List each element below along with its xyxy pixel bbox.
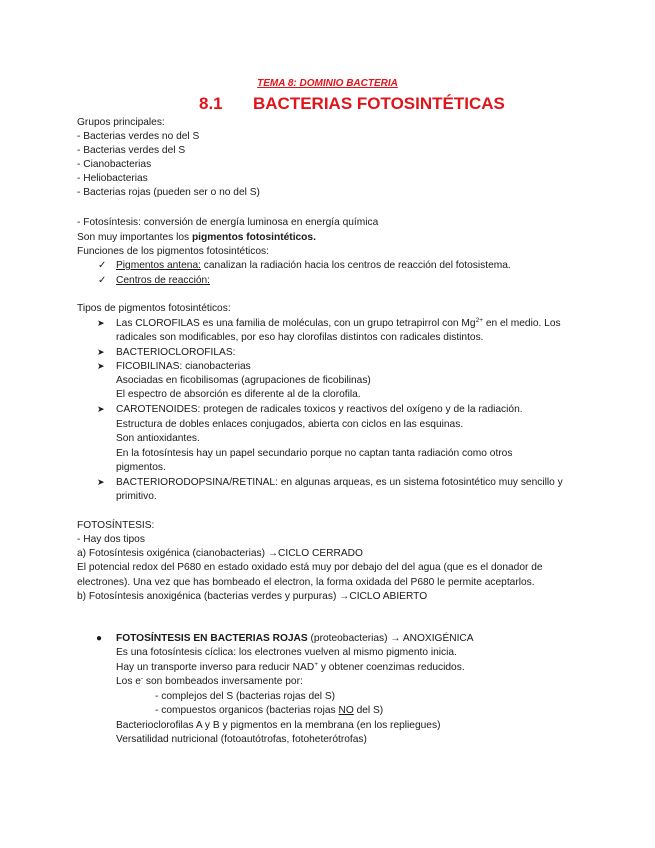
topic-subtitle: TEMA 8: DOMINIO BACTERIA bbox=[257, 78, 398, 89]
ficobilinas-line-2: Asociadas en ficobilisomas (agrupaciones de ficobilinas) bbox=[116, 375, 371, 386]
nad-charge: + bbox=[314, 661, 318, 668]
carotenoides-line-3: Son antioxidantes. bbox=[116, 433, 200, 444]
arrow-bullet-icon: ➤ bbox=[97, 347, 105, 357]
mg-charge: 2+ bbox=[475, 317, 483, 324]
bullet-icon: ● bbox=[96, 633, 103, 644]
check-icon: ✓ bbox=[98, 275, 107, 286]
group-item: - Heliobacterias bbox=[77, 173, 148, 184]
rojas-line-2 bbox=[116, 661, 465, 674]
arrow-bullet-icon: ➤ bbox=[97, 361, 105, 371]
ficobilinas-line-3: El espectro de absorción es diferente al de la clorofila. bbox=[116, 389, 361, 400]
rojas-line-1: Es una fotosíntesis cíclica: los electrones vuelven al mismo pigmento inicia. bbox=[116, 647, 457, 658]
clorofilas-text-a: Las CLOROFILAS es una familia de moléculas, con un grupo tetrapirrol con Mg bbox=[116, 318, 476, 329]
function-text: canalizan la radiación hacia los centros de reacción del fotosistema. bbox=[200, 260, 511, 271]
p680-line-2: electrones). Una vez que has bombeado el electron, la forma oxidada del P680 le permite aceptarlos. bbox=[77, 577, 535, 588]
rojas-sub-2b: del S) bbox=[353, 705, 384, 716]
group-item: - Cianobacterias bbox=[77, 159, 152, 170]
carotenoides-line-5: pigmentos. bbox=[116, 462, 166, 473]
pigments-importance bbox=[77, 231, 316, 244]
rojas-title bbox=[116, 632, 474, 645]
oxigenica-suffix: CICLO CERRADO bbox=[278, 548, 363, 559]
rojas-line-3a: Los e bbox=[116, 676, 141, 687]
right-arrow-icon: → bbox=[339, 591, 350, 602]
section-title: BACTERIAS FOTOSINTÉTICAS bbox=[253, 94, 505, 113]
ficobilinas-line: FICOBILINAS: cianobacterias bbox=[116, 361, 251, 372]
section-number: 8.1 bbox=[199, 94, 223, 113]
pigments-importance-prefix: Son muy importantes los bbox=[77, 232, 192, 243]
electron-charge: - bbox=[140, 675, 144, 682]
function-label: Centros de reacción: bbox=[116, 275, 211, 286]
function-centros bbox=[116, 274, 210, 287]
arrow-bullet-icon: ➤ bbox=[97, 318, 105, 328]
p680-line: El potencial redox del P680 en estado oxidado está muy por debajo del del agua (que es el donador de bbox=[77, 562, 543, 573]
rojas-line-2b: y obtener coenzimas reducidos. bbox=[317, 662, 465, 673]
check-icon: ✓ bbox=[98, 260, 107, 271]
anoxigenica-line bbox=[77, 590, 427, 603]
carotenoides-line: CAROTENOIDES: protegen de radicales toxicos y reactivos del oxígeno y de la radiación. bbox=[116, 404, 523, 415]
rojas-sub-2 bbox=[155, 704, 383, 717]
fotosintesis-heading: FOTOSÍNTESIS: bbox=[77, 520, 155, 531]
pigment-types-heading: Tipos de pigmentos fotosintéticos: bbox=[77, 303, 231, 314]
clorofilas-line-2: radicales son modificables, por eso hay clorofilas distintos con radicales distintos. bbox=[116, 332, 484, 343]
groups-heading: Grupos principales: bbox=[77, 117, 165, 128]
rojas-sub-2a: - compuestos organicos (bacterias rojas bbox=[155, 705, 339, 716]
photosynthesis-definition: - Fotosíntesis: conversión de energía luminosa en energía química bbox=[77, 217, 379, 228]
group-item: - Bacterias verdes no del S bbox=[77, 131, 200, 142]
rojas-line-5: Versatilidad nutricional (fotoautótrofas, fotoheterótrofas) bbox=[116, 734, 367, 745]
oxigenica-line bbox=[77, 547, 363, 560]
carotenoides-line-4: En la fotosíntesis hay un papel secundario porque no captan tanta radiación como otros bbox=[116, 448, 513, 459]
group-item: - Bacterias verdes del S bbox=[77, 145, 186, 156]
oxigenica-prefix: a) Fotosíntesis oxigénica (cianobacterias) bbox=[77, 548, 268, 559]
bacterioclorofilas-line: BACTERIOCLOROFILAS: bbox=[116, 347, 236, 358]
functions-heading: Funciones de los pigmentos fotosintéticos: bbox=[77, 246, 269, 257]
arrow-bullet-icon: ➤ bbox=[97, 404, 105, 414]
rojas-title-bold: FOTOSÍNTESIS EN BACTERIAS ROJAS bbox=[116, 633, 308, 644]
group-item: - Bacterias rojas (pueden ser o no del S) bbox=[77, 187, 260, 198]
pigments-importance-bold: pigmentos fotosintéticos. bbox=[191, 232, 316, 243]
bacteriorodopsina-line: BACTERIORODOPSINA/RETINAL: en algunas arqueas, es un sistema fotosintético muy sencillo y bbox=[116, 477, 563, 488]
right-arrow-icon: → bbox=[267, 548, 279, 559]
clorofilas-line bbox=[116, 317, 561, 330]
anoxigenica-suffix: CICLO ABIERTO bbox=[349, 591, 428, 602]
function-label: Pigmentos antena: bbox=[116, 260, 201, 271]
arrow-bullet-icon: ➤ bbox=[97, 477, 105, 487]
clorofilas-text-b: en el medio. Los bbox=[483, 318, 561, 329]
rojas-title-rest: (proteobacterias) → ANOXIGÉNICA bbox=[307, 633, 474, 644]
function-antena bbox=[116, 259, 511, 272]
bacteriorodopsina-line-2: primitivo. bbox=[116, 491, 157, 502]
anoxigenica-prefix: b) Fotosíntesis anoxigénica (bacterias verdes y purpuras) bbox=[77, 591, 340, 602]
rojas-line-3b: son bombeados inversamente por: bbox=[143, 676, 303, 687]
rojas-line-2a: Hay un transporte inverso para reducir NAD bbox=[116, 662, 315, 673]
rojas-sub-1: - complejos del S (bacterias rojas del S) bbox=[155, 691, 336, 702]
rojas-sub-2u: NO bbox=[338, 705, 354, 716]
fotosintesis-types: - Hay dos tipos bbox=[77, 534, 145, 545]
rojas-line-3 bbox=[116, 675, 303, 688]
rojas-line-4: Bacterioclorofilas A y B y pigmentos en la membrana (en los repliegues) bbox=[116, 720, 441, 731]
carotenoides-line-2: Estructura de dobles enlaces conjugados, abierta con ciclos en las esquinas. bbox=[116, 419, 464, 430]
